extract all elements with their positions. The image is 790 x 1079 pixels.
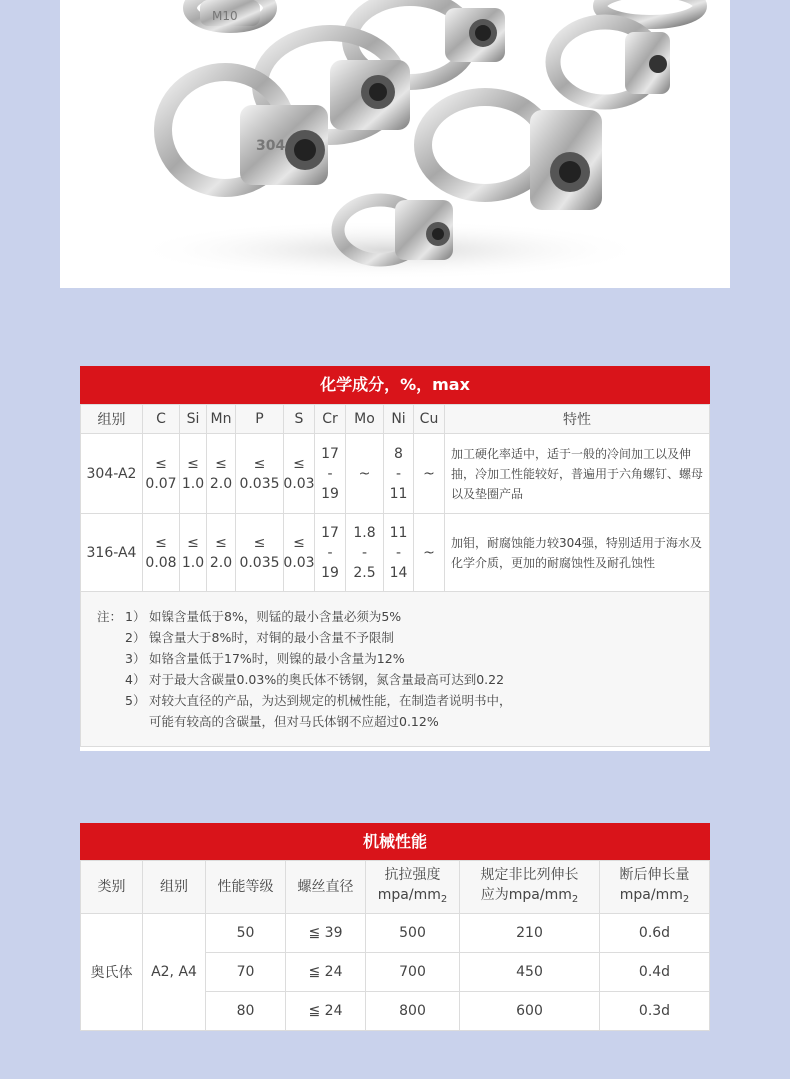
note-item: [97, 648, 709, 669]
col-si: Si: [180, 405, 207, 434]
grade-cell: 316-A4: [81, 514, 143, 592]
eye-nut-large-left: [163, 72, 328, 188]
yield-cell: 210: [460, 914, 600, 953]
col-tensile: [366, 861, 460, 914]
c-cell: [143, 434, 180, 514]
eye-nut-large-right: [423, 97, 602, 210]
note-number: 2）: [125, 630, 146, 645]
diameter-cell: ≦ 39: [286, 914, 366, 953]
note-text: 对于最大含碳量0.03%的奥氏体不锈钢，氮含量最高可达到0.22: [149, 672, 505, 687]
tensile-cell: 800: [366, 992, 460, 1031]
mn-value: 2.0: [209, 475, 233, 492]
c-op: ≤: [155, 534, 167, 551]
col-group: 组别: [81, 405, 143, 434]
chem-table: [80, 404, 710, 592]
col-ni: Ni: [384, 405, 414, 434]
mn-op: ≤: [215, 534, 227, 551]
col-s: S: [284, 405, 315, 434]
category-cell: 奥氏体: [81, 914, 143, 1031]
si-value: 1.0: [181, 475, 205, 492]
note-number: 4）: [125, 672, 146, 687]
grade-cell: 70: [206, 953, 286, 992]
col-category: 类别: [81, 861, 143, 914]
mn-cell: [207, 434, 236, 514]
ni-min: 8: [394, 445, 403, 462]
note-text: 如铬含量低于17%时，则镍的最小含量为12%: [149, 651, 405, 666]
c-cell: [143, 514, 180, 592]
elong-cell: 0.4d: [600, 953, 710, 992]
table-row: [81, 914, 710, 953]
tensile-cell: 500: [366, 914, 460, 953]
eye-nut-right: [553, 22, 670, 102]
yield-cell: 600: [460, 992, 600, 1031]
cr-max: 19: [321, 564, 339, 581]
mn-op: ≤: [215, 455, 227, 472]
chem-title: 化学成分，%，max: [80, 366, 710, 404]
note-number: 5）: [125, 693, 146, 708]
elong-sub: 2: [682, 893, 690, 905]
yield-cell: 450: [460, 953, 600, 992]
s-cell: [284, 434, 315, 514]
p-cell: [236, 434, 284, 514]
mo-cell: [346, 514, 384, 592]
yield-unit: 应为mpa/mm: [480, 886, 572, 903]
elong-label: 断后伸长量: [619, 866, 690, 883]
stamp-small: M10: [212, 9, 238, 23]
s-op: ≤: [293, 534, 305, 551]
elong-cell: 0.6d: [600, 914, 710, 953]
p-op: ≤: [253, 455, 266, 472]
col-diameter: 螺丝直径: [286, 861, 366, 914]
cu-cell: ~: [414, 514, 445, 592]
tensile-sub: 2: [440, 893, 448, 905]
mechanical-properties-card: [80, 823, 710, 1031]
ni-max: 11: [389, 485, 408, 502]
grade-cell: 304-A2: [81, 434, 143, 514]
note-number: [125, 711, 149, 732]
col-mn: Mn: [207, 405, 236, 434]
cr-dash: -: [327, 544, 333, 561]
col-cu: Cu: [414, 405, 445, 434]
ni-dash: -: [395, 544, 402, 561]
mo-cell: ~: [346, 434, 384, 514]
feature-cell: 加钼，耐腐蚀能力较304强，特别适用于海水及化学介质，更加的耐腐蚀性及耐孔蚀性: [445, 514, 710, 592]
ni-min: 11: [389, 524, 408, 541]
si-cell: [180, 514, 207, 592]
cr-cell: [315, 434, 346, 514]
table-row: [81, 514, 710, 592]
cu-cell: ~: [414, 434, 445, 514]
c-op: ≤: [155, 455, 167, 472]
eye-nuts-illustration: [60, 0, 730, 288]
s-op: ≤: [293, 455, 305, 472]
col-p: P: [236, 405, 284, 434]
product-photo: [60, 0, 730, 288]
tensile-unit: mpa/mm: [377, 886, 441, 903]
tensile-label: 抗拉强度: [384, 866, 441, 883]
stamp-left: 304: [256, 138, 286, 154]
note-item: [97, 627, 709, 648]
col-cr: Cr: [315, 405, 346, 434]
notes-prefix: 注：: [97, 609, 123, 624]
col-mo: Mo: [346, 405, 384, 434]
p-op: ≤: [253, 534, 266, 551]
ni-dash: -: [395, 465, 402, 482]
cr-cell: [315, 514, 346, 592]
yield-label: 规定非比列伸长: [480, 866, 579, 883]
yield-sub: 2: [571, 893, 579, 905]
grade-cell: 50: [206, 914, 286, 953]
diameter-cell: ≦ 24: [286, 992, 366, 1031]
note-item: [97, 711, 709, 732]
cr-min: 17: [321, 524, 339, 541]
mo-max: 2.5: [353, 564, 376, 581]
c-value: 0.07: [145, 475, 177, 492]
eye-nut-top-left: [190, 0, 270, 26]
notes-block: [80, 592, 710, 747]
p-value: 0.035: [239, 475, 280, 492]
note-text: 镍含量大于8%时，对铜的最小含量不予限制: [149, 630, 394, 645]
ni-cell: [384, 514, 414, 592]
col-c: C: [143, 405, 180, 434]
table-row: [81, 434, 710, 514]
elong-cell: 0.3d: [600, 992, 710, 1031]
note-number: 3）: [125, 651, 146, 666]
mn-cell: [207, 514, 236, 592]
mech-table: [80, 860, 710, 1031]
ni-max: 14: [389, 564, 408, 581]
mo-min: 1.8: [353, 524, 376, 541]
note-item: [97, 690, 709, 711]
elong-unit: mpa/mm: [619, 886, 683, 903]
tensile-cell: 700: [366, 953, 460, 992]
mo-dash: -: [361, 544, 368, 561]
note-item: [97, 606, 709, 627]
note-number: 1）: [125, 609, 146, 624]
col-feature: 特性: [445, 405, 710, 434]
si-value: 1.0: [181, 554, 205, 571]
feature-cell: 加工硬化率适中，适于一般的冷间加工以及伸抽，冷加工性能较好，普遍用于六角螺钉、螺母以及垫圈产品: [445, 434, 710, 514]
si-op: ≤: [187, 534, 199, 551]
p-cell: [236, 514, 284, 592]
cr-dash: -: [327, 465, 333, 482]
p-value: 0.035: [239, 554, 280, 571]
chemical-composition-card: [80, 366, 710, 751]
cr-min: 17: [321, 445, 339, 462]
col-yield: [460, 861, 600, 914]
note-item: [97, 669, 709, 690]
grade-cell: 80: [206, 992, 286, 1031]
note-text: 可能有较高的含碳量，但对马氏体钢不应超过0.12%: [149, 714, 439, 729]
s-value: 0.03: [283, 554, 315, 571]
chem-header-row: [81, 405, 710, 434]
note-text: 如镍含量低于8%，则锰的最小含量必须为5%: [149, 609, 402, 624]
si-op: ≤: [187, 455, 199, 472]
col-grade: 性能等级: [206, 861, 286, 914]
mech-title: 机械性能: [80, 823, 710, 860]
group-cell: A2, A4: [143, 914, 206, 1031]
c-value: 0.08: [145, 554, 177, 571]
s-cell: [284, 514, 315, 592]
ni-cell: [384, 434, 414, 514]
mn-value: 2.0: [209, 554, 233, 571]
note-text: 对较大直径的产品，为达到规定的机械性能，在制造者说明书中，: [149, 693, 512, 708]
cr-max: 19: [321, 485, 339, 502]
s-value: 0.03: [283, 475, 315, 492]
mech-header-row: [81, 861, 710, 914]
diameter-cell: ≦ 24: [286, 953, 366, 992]
col-group: 组别: [143, 861, 206, 914]
si-cell: [180, 434, 207, 514]
col-elongation: [600, 861, 710, 914]
